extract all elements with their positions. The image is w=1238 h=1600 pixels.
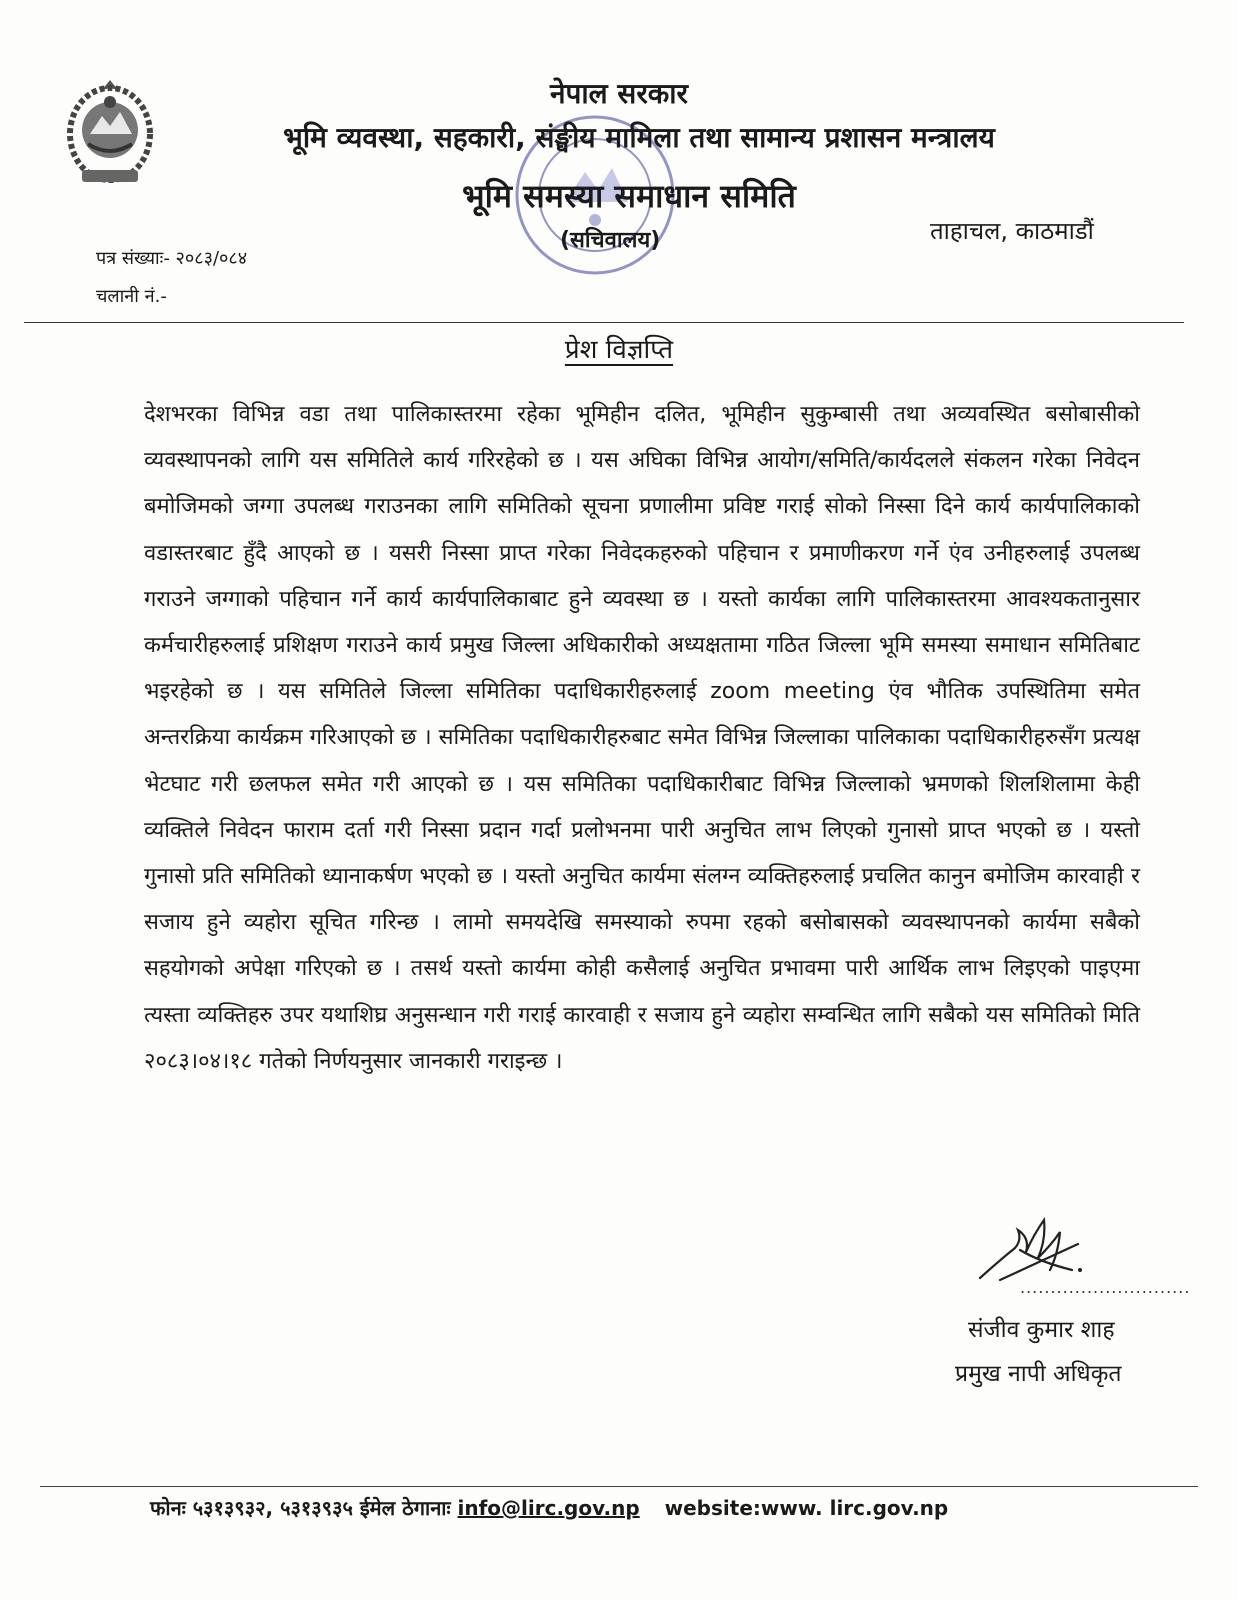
dispatch-number: चलानी नं.- [96, 286, 167, 307]
reference-number: पत्र संख्याः- २०८३/०८४ [96, 248, 248, 269]
government-name: नेपाल सरकार [549, 77, 689, 110]
press-release-body: देशभरका विभिन्न वडा तथा पालिकास्तरमा रहेका भूमिहीन दलित, भूमिहीन सुकुम्बासी तथा अव्यवस्थित बसोबासीको व्यवस्थापनको लागि यस समितिले कार्य गरिरहेको छ । यस अघिका विभिन्न आयोग/समिति/कार्यदलले संकलन गरेका निवेदन बमोजिमको जग्गा उपलब्ध गराउनका लागि समितिको सूचना प्रणालीमा प्रविष्ट गराई सोको निस्सा दिने कार्य कार्यपालिकाको वडास्तरबाट हुँदै आएको छ । यसरी निस्सा प्राप्त गरेका निवेदकहरुको पहिचान र प्रमाणीकरण गर्ने एंव उनीहरुलाई उपलब्ध गराउने जग्गाको पहिचान गर्ने कार्य कार्यपालिकाबाट हुने व्यवस्था छ । यस्तो कार्यका लागि पालिकास्तरमा आवश्यकतानुसार कर्मचारीहरुलाई प्रशिक्षण गराउने कार्य प्रमुख जिल्ला अधिकारीको अध्यक्षतामा गठित जिल्ला भूमि समस्या समाधान समितिबाट भइरहेको छ । यस समितिले जिल्ला समितिका पदाधिकारीहरुलाई zoom meeting एंव भौतिक उपस्थितिमा समेत अन्तरक्रिया कार्यक्रम गरिआएको छ । समितिका पदाधिकारीहरुबाट समेत विभिन्न जिल्लाका पालिकाका पदाधिकारीहरुसँग प्रत्यक्ष भेटघाट गरी छलफल समेत गरी आएको छ । यस समितिका पदाधिकारीबाट विभिन्न जिल्लाको भ्रमणको शिलशिलामा केही व्यक्तिले निवेदन फाराम दर्ता गरी निस्सा प्रदान गर्दा प्रलोभनमा पारी अनुचित लाभ लिएको गुनासो प्राप्त भएको छ । यस्तो गुनासो प्रति समितिको ध्यानाकर्षण भएको छ । यस्तो अनुचित कार्यमा संलग्न व्यक्तिहरुलाई प्रचलित कानुन बमोजिम कारवाही र सजाय हुने व्यहोरा सूचित गरिन्छ । लामो समयदेखि समस्याको रुपमा रहको बसोबासको व्यवस्थापनको कार्यमा सबैको सहयोगको अपेक्षा गरिएको छ । तसर्थ यस्तो कार्यमा कोही कसैलाई अनुचित प्रभावमा पारी आर्थिक लाभ लिइएको पाइएमा त्यस्ता व्यक्तिहरु उपर यथाशिघ्र अनुसन्धान गरी गराई कारवाही र सजाय हुने व्यहोरा सम्वन्धित लागि सबैको यस समितिको मिति २०८३।०४।१८ गतेको निर्णयनुसार जानकारी गराइन्छ । [144, 402, 1140, 1074]
committee-name: भूमि समस्या समाधान समिति [462, 177, 796, 215]
signer-name: संजीव कुमार शाह [968, 1317, 1115, 1343]
signer-title: प्रमुख नापी अधिकृत [955, 1361, 1122, 1387]
document-title [0, 330, 1238, 366]
footer-email-link[interactable]: info@lirc.gov.np [457, 1496, 640, 1520]
footer-contact [150, 1494, 948, 1521]
office-location: ताहाचल, काठमाडौं [930, 217, 1094, 245]
footer-phone: फोनः ५३१३९३२, ५३१३९३५ ईमेल ठेगानाः [150, 1496, 451, 1520]
footer-website-link[interactable]: website:www. lirc.gov.np [664, 1496, 949, 1520]
ministry-name: भूमि व्यवस्था, सहकारी, संङ्घीय मामिला तथा सामान्य प्रशासन मन्त्रालय [283, 121, 995, 154]
secretariat-label: (सचिवालय) [560, 228, 661, 253]
signature-line: ............................ [1020, 1278, 1191, 1297]
footer-divider [40, 1486, 1198, 1487]
header-divider [24, 322, 1184, 323]
document-title-text: प्रेश विज्ञप्ति [564, 335, 674, 365]
